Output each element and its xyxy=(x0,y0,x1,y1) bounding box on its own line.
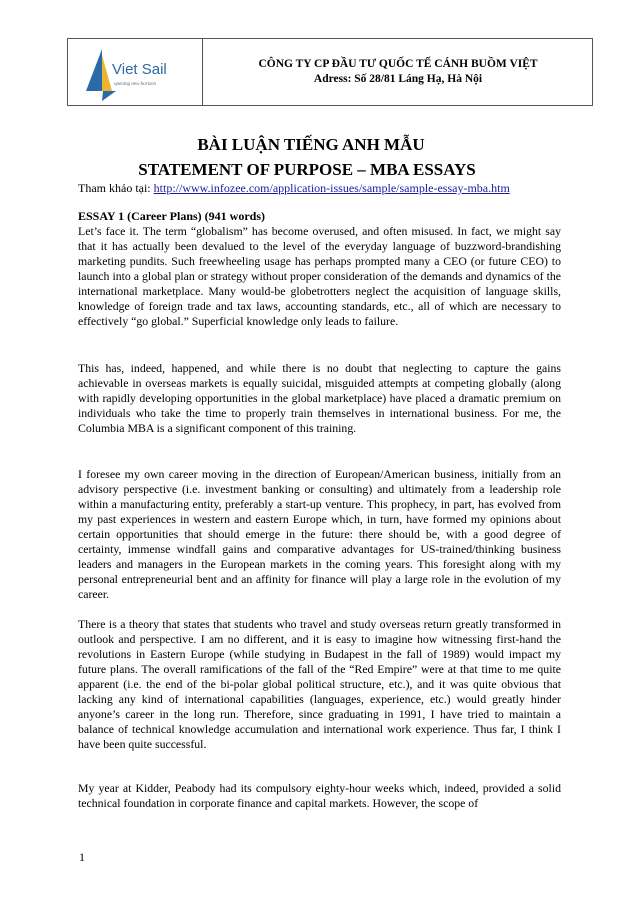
company-info xyxy=(203,57,593,87)
logo-wordmark: Viet Sail xyxy=(112,61,167,78)
logo-tagline: opening new horizon xyxy=(114,82,156,87)
paragraph-1: Let’s face it. The term “globalism” has become overused, and often misused. In fact, we might say that it has actually been devalued to the level of the everyday language of buzzword-brandishing marketing pundits. Such freewheeling usage has perhaps prompted many a CEO (or future CEO) to launch into a global plan or strategy without proper consideration of the demands and dynamics of the international marketplace. Many would-be globetrotters neglect the acquisition of language skills, knowledge of foreign trade and tax laws, accounting standards, etc., all of which are necessary to effectively “go global.” Superficial knowledge only leads to failure. xyxy=(78,224,561,328)
company-name: CÔNG TY CP ĐẦU TƯ QUỐC TẾ CÁNH BUỒM VIỆT xyxy=(258,58,538,70)
reference-label: Tham khảo tại: xyxy=(78,181,154,195)
reference-link[interactable]: http://www.infozee.com/application-issues/sample/sample-essay-mba.htm xyxy=(153,181,510,195)
paragraph-5: My year at Kidder, Peabody had its compulsory eighty-hour weeks which, indeed, provided a solid technical foundation in corporate finance and capital markets. However, the scope of xyxy=(78,781,561,810)
letterhead xyxy=(67,38,593,106)
paragraph-2: This has, indeed, happened, and while there is no doubt that neglecting to capture the gains achievable in overseas markets is equally suicidal, misguided attempts at competing globally (along with rapidly developing opportunities in the global marketplace) have placed a dramatic premium on individuals who take the time to properly train themselves in international business. For me, the Columbia MBA is a significant component of this training. xyxy=(78,361,561,435)
document-title-english: STATEMENT OF PURPOSE – MBA ESSAYS xyxy=(138,160,476,179)
company-address: Adress: Số 28/81 Láng Hạ, Hà Nội xyxy=(313,73,483,85)
paragraph-4: There is a theory that states that students who travel and study overseas return greatly transformed in outlook and perspective. I am no different, and it is easy to imagine how witnessing first-hand the revolutions in Eastern Europe (while studying in Budapest in the fall of 1989) would impact my future plans. The overall ramifications of the fall of the “Red Empire” were at that time to me quite apparent (i.e. the end of the bi-polar global political structure, etc.), and it was quite obvious that lacking any kind of international capabilities (languages, experience, etc.) would greatly hinder anyone’s career in the long run. Therefore, since graduating in 1991, I have tried to maintain a balance of technical knowledge accumulation and international work experience. Thus far, I think I have been quite successful. xyxy=(78,617,561,751)
page-number: 1 xyxy=(79,850,85,864)
reference-line xyxy=(78,181,510,196)
essay-heading: ESSAY 1 (Career Plans) (941 words) xyxy=(78,209,266,223)
company-logo xyxy=(82,45,198,103)
paragraph-3: I foresee my own career moving in the direction of European/American business, initially from an advisory perspective (i.e. investment banking or consulting) and ultimately from a leadership role within a manufacturing entity, preferably a start-up venture. This prophecy, in part, has evolved from my past experiences in western and eastern Europe which, in turn, have formed my opinions about certain opportunities that should emerge in the future: there should be, with a good degree of certainty, immense windfall gains and comparative advantages for US-trained/thinking business leaders and managers in the European markets in the coming years. This foresight along with my personal entrepreneurial bent and an affinity for finance will play a large role in the evolution of my career. xyxy=(78,467,561,601)
document-title-vietnamese: BÀI LUẬN TIẾNG ANH MẪU xyxy=(197,135,425,154)
